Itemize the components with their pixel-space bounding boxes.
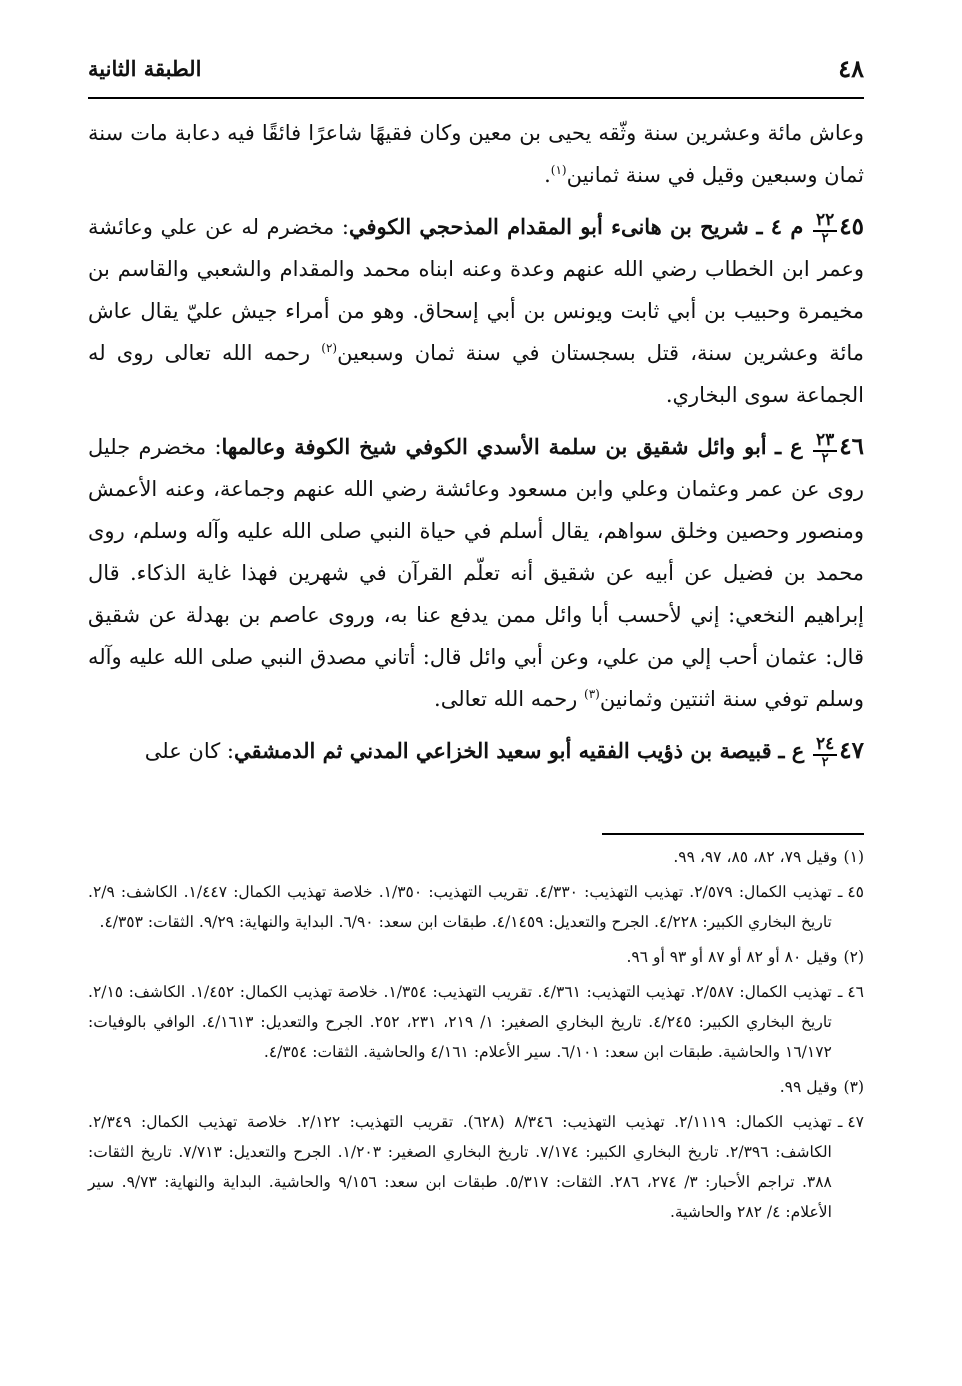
entry-number: ٤٧: [839, 737, 864, 764]
footnote-ref: (٢): [321, 341, 338, 355]
entry-fraction: [813, 733, 837, 770]
entry-46: [88, 426, 864, 720]
footnote-45: [88, 877, 864, 937]
page-number: ٤٨: [838, 54, 864, 83]
footnote-label: (١): [843, 848, 864, 866]
intro-text: وعاش مائة وعشرين سنة وثّقه يحيى بن معين وكان فقيهًا شاعرًا فائقًا فيه دعابة مات سنة ثمان وسبعين وقيل في سنة ثمانين: [88, 121, 864, 187]
entry-47: [88, 730, 864, 772]
entry-code: ع ـ: [778, 738, 805, 763]
footnote-separator: [602, 833, 864, 835]
entry-name: شريح بن هانىء أبو المقدام المذحجي الكوفي: [348, 214, 749, 239]
entry-body: : مخضرم له عن علي وعائشة وعمر ابن الخطاب رضي الله عنهم وعدة وعنه ابناه محمد والمقدام والشعبي والقاسم بن مخيمرة وحبيب بن أبي ثابت ويونس بن أبي إسحاق. وهو من أمراء جيش عليّ يقال عاش مائة وعشرين سنة، قتل بسجستان في سنة ثمان وسبعين: [88, 215, 864, 365]
footnote-label: ٤٧ ـ: [837, 1113, 864, 1131]
intro-tail: .: [544, 163, 551, 187]
entry-number: ٤٦: [839, 433, 864, 460]
footnote-text: تهذيب الكمال: ٢/٥٧٩. تهذيب التهذيب: ٤/٣٣٠. تقريب التهذيب: ١/٣٥٠. خلاصة تهذيب الكمال: ١/٤٤٧. الكاشف: ٢/٩. تاريخ البخاري الكبير: ٤/٢٢٨. الجرح والتعديل: ٤/١٤٥٩. طبقات ابن سعد: ٦/٩٠. البداية والنهاية: ٩/٢٩. الثقات: ٤/٣٥٣.: [88, 883, 832, 931]
fraction-denominator: ٢: [821, 754, 829, 770]
entry-body: : كان على: [144, 739, 234, 763]
footnote-text: وقيل ٨٠ أو ٨٢ أو ٨٧ أو ٩٣ أو ٩٦.: [626, 948, 838, 966]
entry-45: [88, 206, 864, 416]
fraction-denominator: ٢: [821, 450, 829, 466]
footnote-ref: (٣): [584, 687, 600, 701]
fraction-denominator: ٢: [821, 230, 829, 246]
footnote-text: وقيل ٧٩، ٨٢، ٨٥، ٩٧، ٩٩.: [673, 848, 838, 866]
entry-fraction: [813, 429, 837, 466]
footnote-46: [88, 977, 864, 1067]
page-header: [88, 48, 864, 98]
footnote-label: (٣): [843, 1078, 864, 1096]
running-title: الطبقة الثانية: [88, 56, 202, 81]
main-text: [88, 112, 864, 772]
footnote-label: ٤٥ ـ: [837, 883, 864, 901]
entry-tail: رحمه الله تعالى روى له الجماعة سوى البخاري.: [88, 341, 864, 407]
footnote-label: (٢): [843, 948, 864, 966]
intro-paragraph: [88, 112, 864, 196]
footnotes: [88, 842, 864, 1232]
footnote-ref: (١): [550, 163, 567, 177]
footnote-text: تهذيب الكمال: ٢/٥٨٧. تهذيب التهذيب: ٤/٣٦١. تقريب التهذيب: ١/٣٥٤. خلاصة تهذيب الكمال: ١/٤٥٢. الكاشف: ٢/١٥. تاريخ البخاري الكبير: ٤/٢٤٥. تاريخ البخاري الصغير: ١/ ٢١٩، ٢٣١، ٢٥٢. الجرح والتعديل: ٤/١٦١٣. الوافي بالوفيات: ١٦/١٧٢ والحاشية. طبقات ابن سعد: ٦/١٠١. سير الأعلام: ٤/١٦١ والحاشية. الثقات: ٤/٣٥٤.: [88, 983, 832, 1061]
footnote-47: [88, 1107, 864, 1227]
entry-name: قبيصة بن ذؤيب الفقيه أبو سعيد الخزاعي المدني ثم الدمشقي: [234, 738, 772, 763]
entry-fraction: [813, 209, 837, 246]
entry-code: م ٤ ـ: [756, 214, 804, 239]
footnote-3: [88, 1072, 864, 1102]
entry-tail: رحمه الله تعالى.: [434, 687, 584, 711]
footnote-2: [88, 942, 864, 972]
footnote-label: ٤٦ ـ: [837, 983, 864, 1001]
fraction-numerator: ٢٢: [813, 212, 837, 232]
footnote-text: وقيل ٩٩.: [779, 1078, 838, 1096]
header-rule: [88, 97, 864, 99]
entry-code: ع ـ: [774, 434, 803, 459]
entry-number: ٤٥: [839, 213, 864, 240]
entry-body: : مخضرم جليل روى عن عمر وعثمان وعلي وابن مسعود وعائشة رضي الله عنهم وجماعة، وعنه الأعمش ومنصور وحصين وخلق سواهم، يقال أسلم في حياة النبي صلى الله عليه وآله وسلم، روى محمد بن فضيل عن أبيه عن شقيق أنه تعلّم القرآن في شهرين فهذا غاية الذكاء. قال إبراهيم النخعي: إني لأحسب أبا وائل ممن يدفع عنا به، وروى عاصم بن بهدلة عن شقيق قال: عثمان أحب إلي من علي، وعن أبي وائل قال: أتاني مصدق النبي صلى الله عليه وآله وسلم توفي سنة اثنتين وثمانين: [88, 435, 864, 711]
footnote-1: [88, 842, 864, 872]
fraction-numerator: ٢٣: [813, 432, 837, 452]
fraction-numerator: ٢٤: [813, 736, 837, 756]
footnote-text: تهذيب الكمال: ٢/١١١٩. تهذيب التهذيب: ٨/٣٤٦ (٦٢٨). تقريب التهذيب: ٢/١٢٢. خلاصة تهذيب الكمال: ٢/٣٤٩. الكاشف: ٢/٣٩٦. تاريخ البخاري الكبير: ٧/١٧٤. تاريخ البخاري الصغير: ١/٢٠٣. الجرح والتعديل: ٧/٧١٣. تاريخ الثقات: ٣٨٨. تراجم الأحبار: ٣/ ٢٧٤، ٢٨٦. الثقات: ٥/٣١٧. طبقات ابن سعد: ٩/١٥٦ والحاشية. البداية والنهاية: ٩/٧٣. سير الأعلام: ٤/ ٢٨٢ والحاشية.: [88, 1113, 832, 1221]
entry-name: أبو وائل شقيق بن سلمة الأسدي الكوفي شيخ الكوفة وعالمها: [221, 434, 767, 459]
